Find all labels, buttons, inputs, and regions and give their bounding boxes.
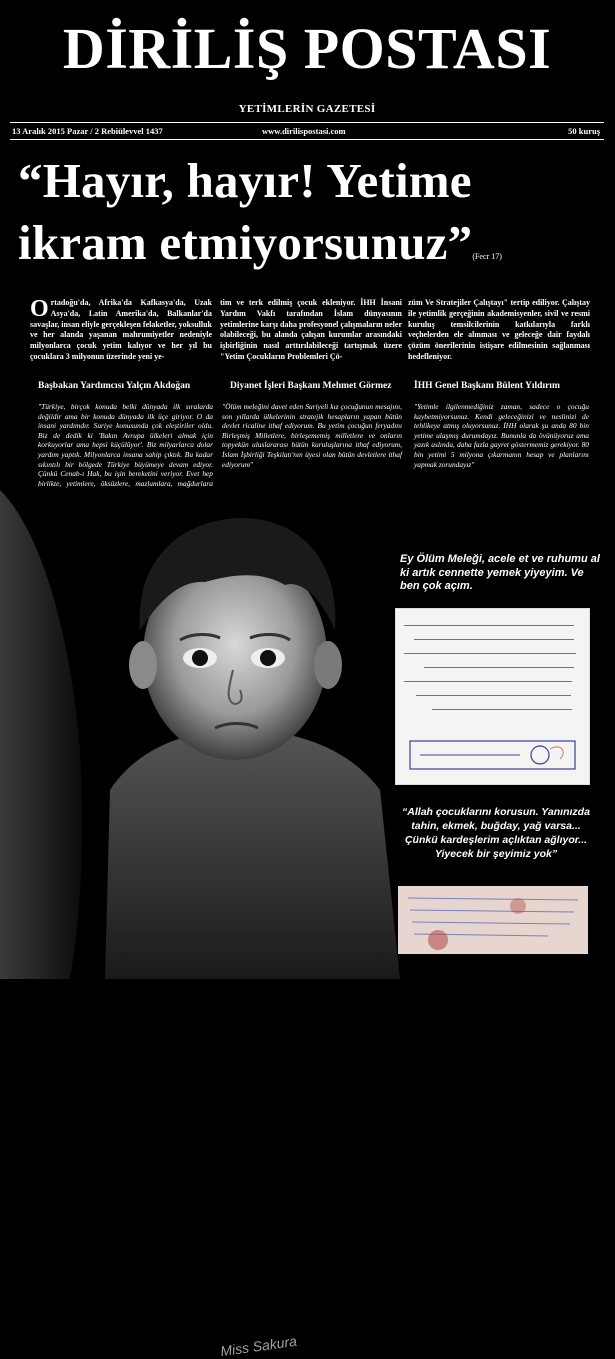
intro-column-1 <box>30 298 212 363</box>
second-letter-image <box>398 886 588 954</box>
sidebar-quote-1: Ey Ölüm Meleği, acele et ve ruhumu al ki artık cennette yemek yiyeyim. Ve ben çok açım. <box>400 553 600 592</box>
letter-ink-line <box>414 639 574 640</box>
letter-ink-line <box>416 695 571 696</box>
letter-drawing <box>400 721 585 776</box>
second-letter-drawing <box>398 886 588 954</box>
sweater-print-text: Miss Sakura <box>219 1332 298 1359</box>
intro-column-1-text: rtadoğu'da, Afrika'da Kafkasya'da, Uzak Asya'da, Latin Amerika'da, Balkanlar'da savaşlar, insan eliyle gerçekleşen felaketler, yoksulluk ve her alanda yaşanan mahrumiyetler nedeniyle milyonlarca çocuk yetim kalıyor ve her yıl bu çocuklara 3 milyonun üzerinde yeni ye- <box>30 298 212 361</box>
letter-ink-line <box>404 681 572 682</box>
letter-ink-line <box>404 625 574 626</box>
issue-price: 50 kuruş <box>568 126 600 136</box>
intro-column-2: tim ve terk edilmiş çocuk ekleniyor. İHH İnsani Yardım Vakfı tarafından İslam dünyasının yetimlerine karşı daha profesyonel çalışmaların neler olabileceği, bu alanda çalışan kurumlar arasındaki işbirliğinin nasıl arttırılabileceği tartışmak üzere "Yetim Çocukların Problemleri Çö- <box>220 298 402 361</box>
headline-reference: (Fecr 17) <box>472 252 502 261</box>
headline-line-2-wrap <box>18 212 603 288</box>
quote-author-2: Diyanet İşleri Başkanı Mehmet Görmez <box>230 381 392 391</box>
masthead <box>10 10 604 123</box>
quote-author-1: Başbakan Yardımcısı Yalçın Akdoğan <box>38 381 191 391</box>
handwritten-letter-image <box>395 608 590 785</box>
dateline-rule <box>10 139 604 140</box>
headline-line-1: “Hayır, hayır! Yetime <box>18 153 472 208</box>
quote-text-3: "Yetimle ilgilenmediğiniz zaman, sadece o çocuğu kaybetmiyorsunuz. Kendi geleceğinizi ve neslinizi de tehlikeye atmış oluyorsunuz. İHH olarak şu anda 80 bin yetime ulaşmış durumdayız. Bununla da övünüyoruz ama yazık aslında, daha fazla gayret göstermemiz gerekiyor. 80 bin yetimi 5 milyona çıkarmanın hesap ve planlarını yapmak zorundayız" <box>414 402 589 469</box>
headline-line-2: ikram etmiyorsunuz” <box>18 215 473 270</box>
newspaper-title: DİRİLİŞ POSTASI <box>62 16 552 81</box>
issue-date: 13 Aralık 2015 Pazar / 2 Rebiülevvel 1437 <box>12 126 163 136</box>
quote-author-3: İHH Genel Başkanı Bülent Yıldırım <box>414 381 560 391</box>
sidebar-quote-2: “Allah çocuklarını korusun. Yanınızda tahin, ekmek, buğday, yağ varsa... Çünkü kardeşlerim açlıktan ağlıyor... Yiyecek bir şeyimiz yok” <box>402 806 590 860</box>
letter-ink-line <box>404 653 576 654</box>
website-link[interactable]: www.dirilispostasi.com <box>262 126 346 136</box>
letter-ink-line <box>432 709 572 710</box>
newspaper-subtitle: YETİMLERİN GAZETESİ <box>238 103 376 115</box>
main-headline <box>18 150 603 288</box>
drop-cap: O <box>30 296 49 322</box>
intro-column-3: züm Ve Stratejiler Çalıştayı" tertip ediliyor. Çalıştay ile yetimlik gerçeğinin akademisyenler, sivil ve resmi kuruluş temsilcilerinin katkılarıyla farklı veçhelerden ele alınması ve geleceğe dair faydalı çözüm önerilerinin istişare edilmesinin sağlanması hedefleniyor. <box>408 298 590 361</box>
dateline-bar <box>12 124 604 138</box>
quote-text-1: "Türkiye, birçok konuda belki dünyada ilk sıralarda değildir ama bir konuda dünyada ilk üçe giriyor. O da insani yardımdır. Suriye konusunda çok eleştiriler oldu. Biz de dedik ki 'Bakın Avrupa ülkeleri almak için korkuyorlar ama hepsi küçülüyor'. Biz milyarlarca dolar yardım yaptık. Milyonlarca insana sahip çıktık. Bu kadar sıkıntılı bir bölgede Türkiye büyümeye devam ediyor. Çünkü Cenab-ı Hak, bu işin bereketini veriyor. Evet hep birlikte, yetimlere, öksüzlere, mazlumlara, mağdurlara <box>38 402 213 488</box>
quote-text-2: "Ölüm meleğini davet eden Suriyeli kız çocuğunun mesajını, son yıllarda ülkelerinin stratejik hesapların yapan bütün devlet ricaline ithaf ediyorum. Bu yetim çocuğun feryadını Birleşmiş Milletlere, birleşememiş milletlere ve onların topyekün uluslararası bütün kuruluşlarına ithaf ediyorum, İslam İşbirliği Teşkilatı'nın üyesi olan bütün devletlere ithaf ediyorum" <box>222 402 402 469</box>
letter-ink-line <box>424 667 574 668</box>
